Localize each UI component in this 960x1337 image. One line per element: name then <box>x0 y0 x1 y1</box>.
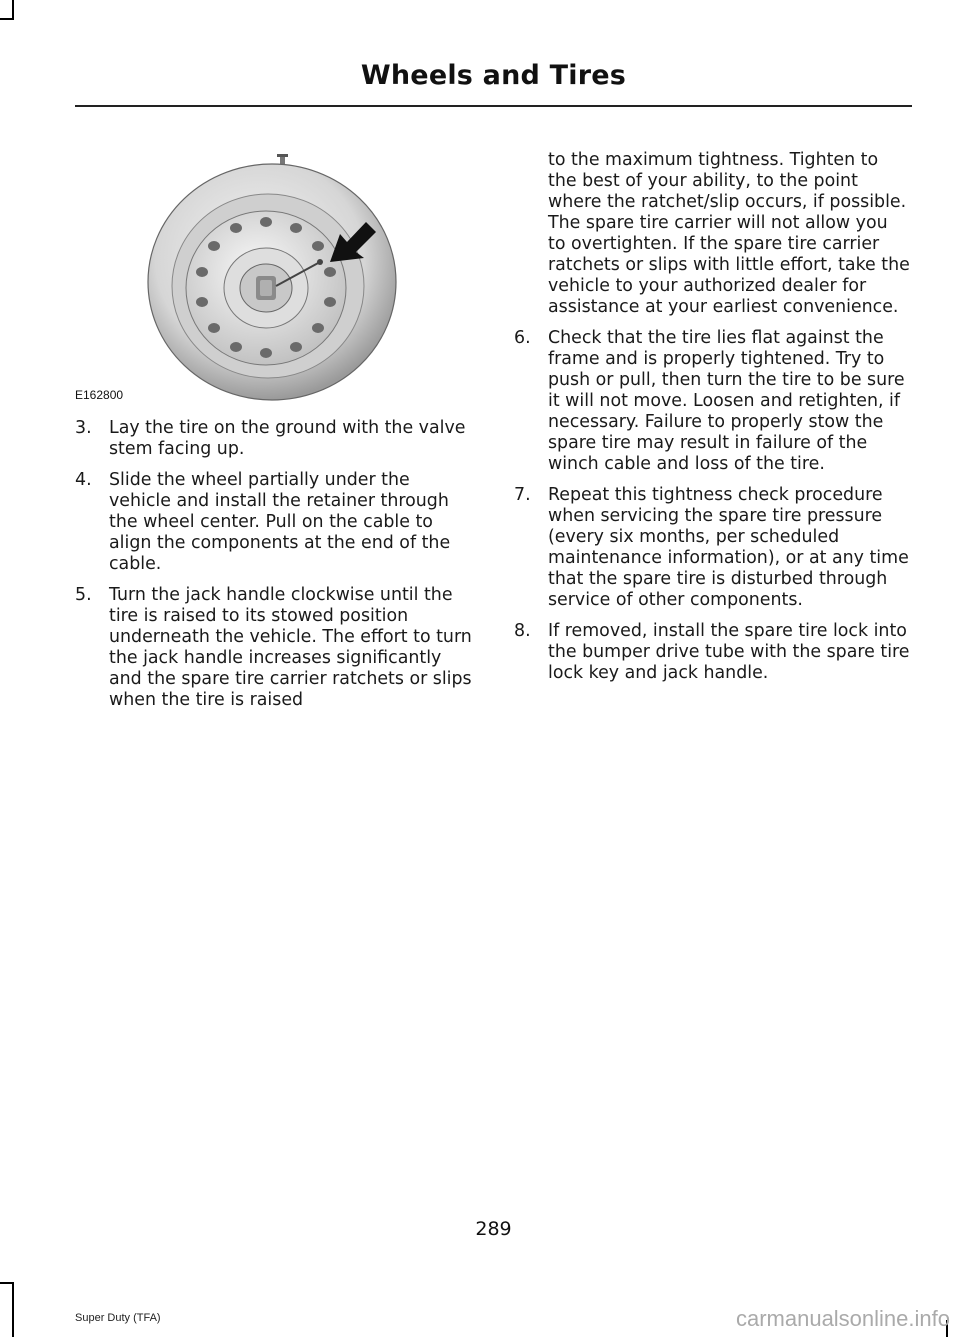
crop-mark <box>0 1282 14 1284</box>
figure-code: E162800 <box>75 388 124 402</box>
list-item <box>514 621 910 684</box>
step-number: 4. <box>75 470 92 490</box>
crop-mark <box>0 18 14 20</box>
steps-list-left <box>75 418 475 721</box>
step-number: 6. <box>514 328 531 348</box>
step-number: 8. <box>514 621 531 641</box>
list-item <box>75 470 475 575</box>
footer-model-label: Super Duty (TFA) <box>75 1312 161 1324</box>
step-continuation-text: to the maximum tightness. Tighten to the best of your ability, to the point where the ratchet/slip occurs, if possible. The spare tire carrier will not allow you to overtighten. If the spare tire carrier ratchets or slips with little effort, take the vehicle to your authorized dealer for assistance at your earliest convenience. <box>548 150 910 317</box>
crop-mark <box>12 1282 14 1337</box>
step-text: If removed, install the spare tire lock into the bumper drive tube with the spare tire lock key and jack handle. <box>548 621 910 683</box>
list-item <box>514 485 910 611</box>
header-divider <box>75 105 912 107</box>
crop-mark <box>12 0 14 18</box>
page-title: Wheels and Tires <box>360 60 626 91</box>
spare-tire-illustration <box>144 150 404 405</box>
step-text: Check that the tire lies flat against the frame and is properly tightened. Try to push or pull, then turn the tire to be sure it will not move. Loosen and retighten, if necessary. Failure to properly stow the spare tire may result in failure of the winch cable and loss of the tire. <box>548 328 905 474</box>
step-text: Repeat this tightness check procedure when servicing the spare tire pressure (every six months, per scheduled maintenance information), or at any time that the spare tire is disturbed through service of other components. <box>548 485 909 610</box>
steps-list-right <box>514 150 910 694</box>
list-item <box>75 585 475 711</box>
watermark: carmanualsonline.info <box>735 1306 950 1331</box>
list-item <box>75 418 475 460</box>
page-number: 289 <box>475 1218 512 1240</box>
step-text: Turn the jack handle clockwise until the tire is raised to its stowed position underneath the vehicle. The effort to turn the jack handle increases significantly and the spare tire carrier ratchets or slips when the tire is raised <box>109 585 472 710</box>
step-text: Slide the wheel partially under the vehicle and install the retainer through the wheel center. Pull on the cable to align the components at the end of the cable. <box>109 470 451 574</box>
step-number: 3. <box>75 418 92 438</box>
step-number: 7. <box>514 485 531 505</box>
step-text: Lay the tire on the ground with the valve stem facing up. <box>109 418 466 459</box>
list-item <box>514 328 910 475</box>
step-number: 5. <box>75 585 92 605</box>
